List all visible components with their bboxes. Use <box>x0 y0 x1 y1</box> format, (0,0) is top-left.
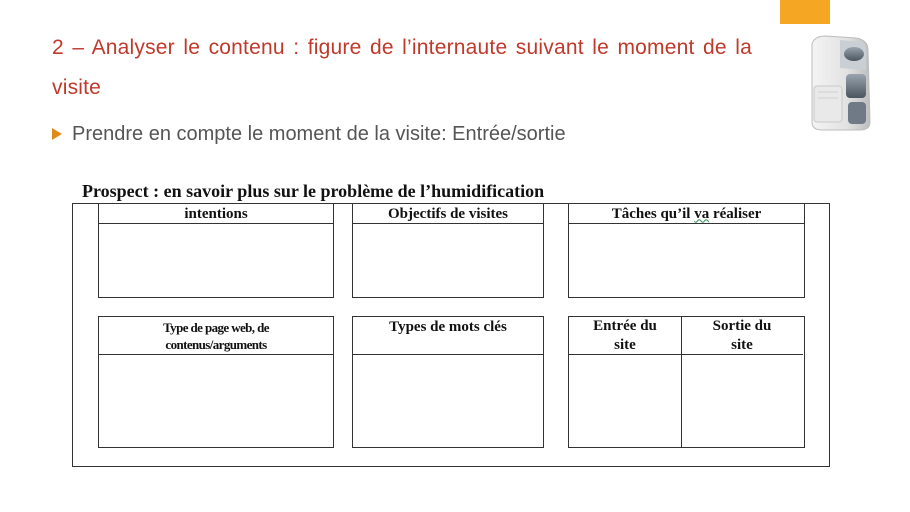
triangle-bullet-icon <box>52 128 62 140</box>
header-taches-va: va <box>694 205 710 222</box>
slide-title: 2 – Analyser le contenu : figure de l’internaute suivant le moment de la visite <box>52 36 752 99</box>
cell-mots-cles <box>352 316 544 448</box>
bullet-item <box>52 120 566 148</box>
cell-objectifs <box>352 203 544 298</box>
cell-taches <box>568 203 805 298</box>
header-taches-post: réaliser <box>709 205 762 222</box>
header-sortie <box>681 317 803 355</box>
bullet-text: Prendre en compte le moment de la visite: Entrée/sortie <box>72 122 566 145</box>
header-taches-pre: Tâches qu’il <box>611 205 695 222</box>
header-entree <box>569 317 681 355</box>
header-intentions: intentions <box>99 204 333 224</box>
cell-entree-sortie <box>568 316 805 448</box>
header-type-page-line1: Type de page web, de <box>163 319 269 335</box>
cell-type-page <box>98 316 334 448</box>
column-divider <box>681 317 682 447</box>
header-objectifs: Objectifs de visites <box>353 204 543 224</box>
header-mots-cles: Types de mots clés <box>353 317 543 355</box>
header-entree-line2: site <box>614 336 636 353</box>
header-sortie-line1: Sortie du <box>712 317 772 334</box>
document-heading: Prospect : en savoir plus sur le problème de l’humidification <box>82 181 545 201</box>
header-entree-line1: Entrée du <box>593 317 657 334</box>
accent-bar <box>780 0 830 24</box>
dehumidifier-image <box>800 30 876 136</box>
header-sortie-line2: site <box>731 336 753 353</box>
cell-intentions <box>98 203 334 298</box>
header-type-page <box>99 317 333 355</box>
header-type-page-line2: contenus/arguments <box>165 336 267 352</box>
header-taches <box>569 204 804 224</box>
